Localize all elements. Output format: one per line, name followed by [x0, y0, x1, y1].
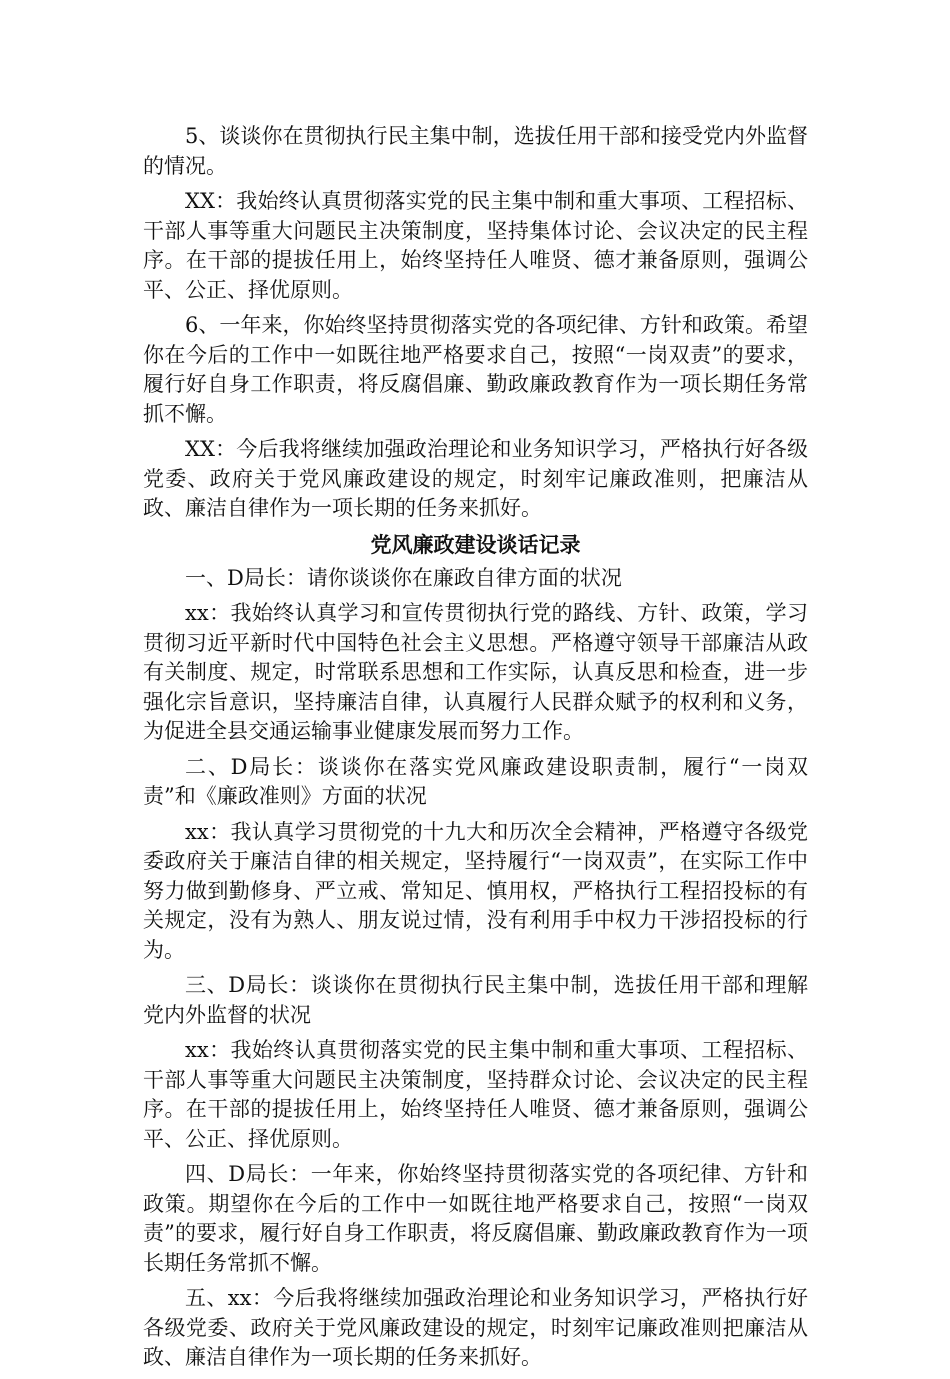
question-5: 5、谈谈你在贯彻执行民主集中制，选拔任用干部和接受党内外监督的情况。: [143, 124, 808, 178]
document-body: [143, 122, 808, 1379]
answer-5: XX：我始终认真贯彻落实党的民主集中制和重大事项、工程招标、干部人事等重大问题民主决策制度，坚持集体讨论、会议决定的民主程序。在干部的提拔任用上，始终坚持任人唯贤、德才兼备原则，强调公平、公正、择优原则。: [143, 189, 808, 302]
record-question-4: 四、D局长：一年来，你始终坚持贯彻落实党的各项纪律、方针和政策。期望你在今后的工作中一如既往地严格要求自己，按照“一岗双责”的要求，履行好自身工作职责，将反腐倡廉、勤政廉政教育作为一项长期任务常抓不懈。: [143, 1162, 808, 1275]
record-answer-2: xx：我认真学习贯彻党的十九大和历次全会精神，严格遵守各级党委政府关于廉洁自律的相关规定，坚持履行“一岗双责”，在实际工作中努力做到勤修身、严立戒、常知足、慎用权，严格执行工程招投标的有关规定，没有为熟人、朋友说过情，没有利用手中权力干涉招投标的行为。: [143, 819, 808, 962]
record-answer-1: xx：我始终认真学习和宣传贯彻执行党的路线、方针、政策，学习贯彻习近平新时代中国特色社会主义思想。严格遵守领导干部廉洁从政有关制度、规定，时常联系思想和工作实际，认真反思和检查，进一步强化宗旨意识，坚持廉洁自律，认真履行人民群众赋予的权利和义务，为促进全县交通运输事业健康发展而努力工作。: [143, 601, 808, 743]
record-answer-3: xx：我始终认真贯彻落实党的民主集中制和重大事项、工程招标、干部人事等重大问题民主决策制度，坚持群众讨论、会议决定的民主程序。在干部的提拔任用上，始终坚持任人唯贤、德才兼备原则，强调公平、公正、择优原则。: [143, 1038, 808, 1151]
record-question-3: 三、D局长：谈谈你在贯彻执行民主集中制，选拔任用干部和理解党内外监督的状况: [143, 973, 808, 1027]
record-question-1: 一、D局长：请你谈谈你在廉政自律方面的状况: [185, 565, 622, 590]
section-heading: 党风廉政建设谈话记录: [370, 532, 581, 557]
answer-6: XX：今后我将继续加强政治理论和业务知识学习，严格执行好各级党委、政府关于党风廉政建设的规定，时刻牢记廉政准则，把廉洁从政、廉洁自律作为一项长期的任务来抓好。: [143, 437, 808, 520]
question-6: 6、一年来，你始终坚持贯彻落实党的各项纪律、方针和政策。希望你在今后的工作中一如既往地严格要求自己，按照“一岗双责”的要求，履行好自身工作职责，将反腐倡廉、勤政廉政教育作为一项长期任务常抓不懈。: [143, 313, 808, 426]
record-question-2: 二、D局长：谈谈你在落实党风廉政建设职责制，履行“一岗双责”和《廉政准则》方面的状况: [143, 754, 808, 808]
record-answer-5: 五、xx：今后我将继续加强政治理论和业务知识学习，严格执行好各级党委、政府关于党风廉政建设的规定，时刻牢记廉政准则把廉洁从政、廉洁自律作为一项长期的任务来抓好。: [143, 1286, 808, 1369]
